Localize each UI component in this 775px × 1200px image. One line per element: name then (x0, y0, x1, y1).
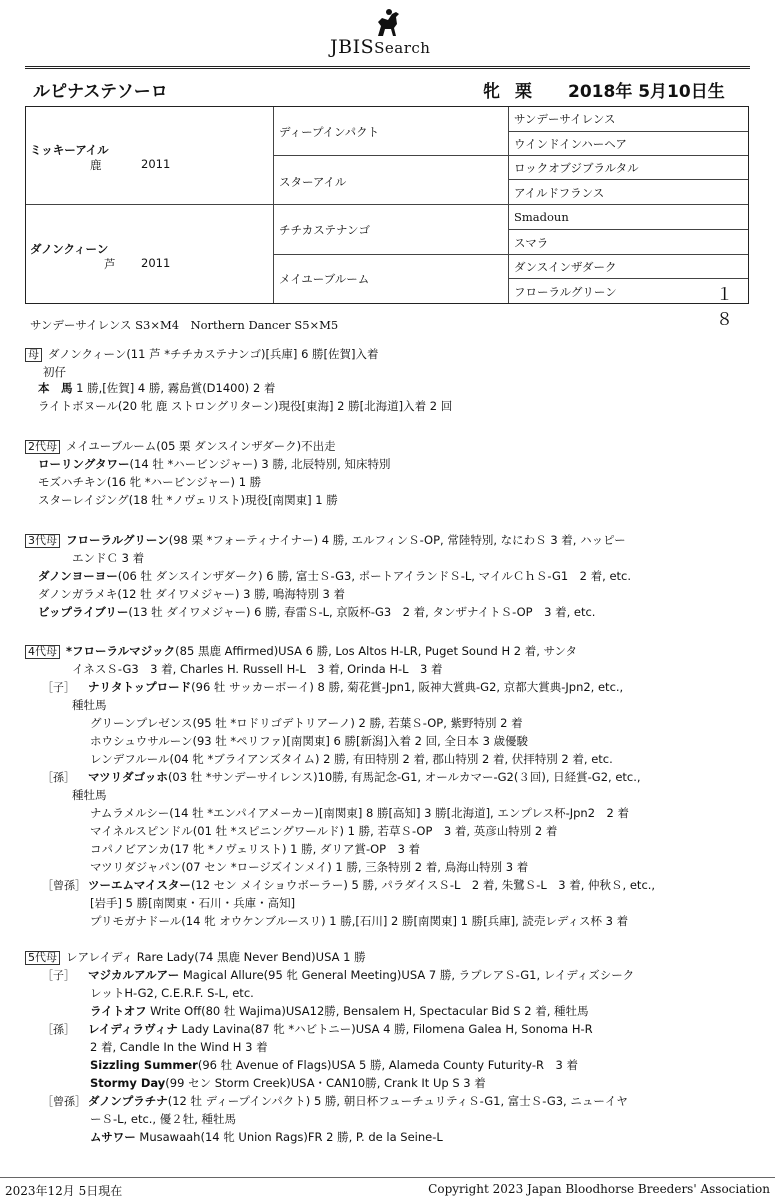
family-line (90, 1112, 236, 1126)
record-text: 2 着, Candle In the Wind H 3 着 (90, 1040, 268, 1054)
family-line (38, 587, 345, 601)
family-line (42, 680, 623, 695)
generation-tag: 5代母 (25, 951, 60, 965)
family-line (42, 878, 655, 893)
horse-link[interactable]: *フローラルマジック (66, 644, 176, 658)
horse-link[interactable]: Sizzling Summer (90, 1058, 198, 1072)
record-text: イネスＳ-G3 3 着, Charles H. Russell H-L 3 着, Orinda H-L 3 着 (72, 662, 443, 676)
record-text: (03 牡 *サンデーサイレンス)10勝, 有馬記念-G1, オールカマー-G2(３回), 日経賞-G2, etc., (167, 770, 641, 784)
record-text: レットH-G2, C.E.R.F. S-L, etc. (90, 986, 254, 1000)
horse-link[interactable]: ナリタトップロード (88, 680, 192, 694)
family-line (72, 698, 107, 712)
horse-link[interactable]: マジカルアルアー (88, 968, 180, 982)
horse-rider-icon (372, 8, 404, 38)
family-line (90, 734, 528, 748)
horse-link[interactable]: ライトオフ (90, 1004, 147, 1018)
record-text: (06 牡 ダンスインザダーク) 6 勝, 富士Ｓ-G3, ポートアイランドＳ-L, マイルＣｈＳ-G1 2 着, etc. (117, 569, 632, 583)
record-text: 1 勝,[佐賀] 4 勝, 霧島賞(D1400) 2 着 (72, 381, 276, 395)
family-line (42, 968, 634, 983)
horse-birth-date: 2018年 5月10日生 (568, 82, 725, 102)
record-text: コパノビアンカ(17 牝 *ノヴェリスト) 1 勝, ダリア賞-OP 3 着 (90, 842, 421, 856)
record-text: 種牡馬 (72, 698, 107, 712)
sire-year: 2011 (141, 157, 171, 171)
horse-link[interactable]: ローリングタワー (38, 457, 130, 471)
generation-tag: ［曾孫］ (42, 1095, 86, 1108)
record-text: Musawaah(14 牝 Union Rags)FR 2 勝, P. de la Seine-L (135, 1130, 443, 1144)
record-text: 初仔 (43, 365, 66, 379)
record-text: Lady Lavina(87 牝 *ハビトニー)USA 4 勝, Filomena Galea H, Sonoma H-R (177, 1022, 593, 1036)
pedigree-gen3-7[interactable]: ダンスインザダーク (514, 260, 617, 274)
pedigree-gen3-8[interactable]: フローラルグリーン (514, 285, 617, 299)
generation-tag: 4代母 (25, 645, 60, 659)
family-line (42, 770, 641, 785)
dam-name[interactable]: ダノンクィーン (30, 242, 109, 256)
dam-coat: 芦 (104, 257, 116, 271)
generation-tag: ［子］ (42, 681, 75, 694)
record-text: (12 牡 ディープインパクト) 5 勝, 朝日杯フューチュリティＳ-G1, 富士Ｓ-G3, ニューイヤ (167, 1094, 628, 1108)
record-text: レンデフルール(04 牝 *ブライアンズタイム) 2 勝, 有田特別 2 着, 郡山特別 2 着, 伏拝特別 2 着, etc. (90, 752, 613, 766)
family-line (90, 806, 629, 820)
family-line (90, 1058, 578, 1072)
record-text: [岩手] 5 勝[南関東・石川・兵庫・高知] (90, 896, 296, 910)
record-text: モズハチキン(16 牝 *ハービンジャー) 1 勝 (38, 475, 262, 489)
record-text: (98 栗 *フォーティナイナー) 4 勝, エルフィンＳ-OP, 常陸特別, なにわＳ 3 着, ハッピー (168, 533, 626, 547)
family-number: １８ (716, 285, 733, 330)
family-line (38, 605, 595, 619)
family-line (90, 1004, 589, 1018)
pedigree-gen3-3[interactable]: ロックオブジブラルタル (514, 161, 639, 175)
family-line (42, 1022, 593, 1037)
record-text: マツリダジャパン(07 セン *ロージズインメイ) 1 勝, 三条特別 2 着, 鳥海山特別 3 着 (90, 860, 529, 874)
family-line (38, 381, 275, 395)
family-line (42, 1094, 628, 1109)
family-line (25, 439, 336, 454)
generation-tag: ［子］ (42, 969, 75, 982)
record-text: マイネルスピンドル(01 牡 *スピニングワールド) 1 勝, 若草Ｓ-OP 3 着, 英彦山特別 2 着 (90, 824, 558, 838)
record-text: プリモガナドール(14 牝 オウケンブルースリ) 1 勝,[石川] 2 勝[南関東] 1 勝[兵庫], 読売レディス杯 3 着 (90, 914, 629, 928)
family-line (72, 551, 144, 565)
generation-tag: 3代母 (25, 534, 60, 548)
generation-tag: ［孫］ (42, 1023, 75, 1036)
record-text: グリーンプレゼンス(95 牡 *ロドリゴデトリアーノ) 2 勝, 若葉Ｓ-OP, 紫野特別 2 着 (90, 716, 523, 730)
family-line (90, 896, 295, 910)
pedigree-gen2-4[interactable]: メイユーブルーム (279, 272, 370, 286)
family-line (90, 860, 528, 874)
sire-name[interactable]: ミッキーアイル (30, 143, 109, 157)
family-line (25, 533, 626, 548)
record-text: (13 牡 ダイワメジャー) 6 勝, 春雷Ｓ-L, 京阪杯-G3 2 着, タンザナイトＳ-OP 3 着, etc. (128, 605, 596, 619)
footer-date: 2023年12月 5日現在 (5, 1184, 123, 1198)
family-line (90, 914, 628, 928)
horse-link[interactable]: マツリダゴッホ (88, 770, 168, 784)
family-line (38, 569, 631, 583)
family-line (90, 716, 523, 730)
inbreeding-note: サンデーサイレンス S3×M4 Northern Dancer S5×M5 (30, 318, 339, 332)
family-line (72, 788, 107, 802)
record-text: ナムラメルシー(14 牡 *エンパイアメーカー)[南関東] 8 勝[高知] 3 勝[北海道], エンプレス杯-Jpn2 2 着 (90, 806, 629, 820)
dam-year: 2011 (141, 256, 171, 270)
horse-link[interactable]: ダノンプラチナ (88, 1094, 168, 1108)
horse-coat: 栗 (515, 82, 532, 102)
horse-link[interactable]: ダノンヨーヨー (38, 569, 118, 583)
family-line (25, 347, 379, 362)
footer-copyright: Copyright 2023 Japan Bloodhorse Breeders' Association (428, 1182, 770, 1196)
record-text: Write Off(80 牡 Wajima)USA12勝, Bensalem H, Spectacular Bid S 2 着, 種牡馬 (146, 1004, 589, 1018)
family-line (90, 842, 420, 856)
family-line (90, 1130, 443, 1144)
pedigree-gen3-4[interactable]: アイルドフランス (514, 186, 605, 200)
horse-link[interactable]: ツーエムマイスター (88, 878, 191, 892)
family-line (90, 986, 254, 1000)
family-line (90, 1040, 268, 1054)
header-rule (25, 66, 750, 67)
family-line (90, 752, 613, 766)
family-line (38, 399, 452, 413)
footer-rule (0, 1177, 775, 1178)
record-text: メイユーブルーム(05 栗 ダンスインザダーク)不出走 (66, 439, 336, 453)
pedigree-gen2-1[interactable]: ディープインパクト (279, 125, 380, 139)
pedigree-gen3-6[interactable]: スマラ (514, 236, 549, 250)
horse-sex: 牝 (483, 82, 500, 102)
generation-tag: ［孫］ (42, 771, 75, 784)
header-rule-2 (25, 68, 750, 69)
generation-tag: ［曾孫］ (42, 879, 86, 892)
horse-link[interactable]: Stormy Day (90, 1076, 166, 1090)
pedigree-gen2-3[interactable]: チチカステナンゴ (279, 223, 370, 237)
logo-text: JBISSearch (330, 36, 431, 58)
horse-link[interactable]: 本 馬 (38, 381, 73, 395)
horse-link[interactable]: フローラルグリーン (66, 533, 169, 547)
record-text: ライトボヌール(20 牝 鹿 ストロングリターン)現役[東海] 2 勝[北海道]入着 2 回 (38, 399, 453, 413)
family-line (25, 644, 577, 659)
record-text: Magical Allure(95 牝 General Meeting)USA 7 勝, ラブレアＳ-G1, レイディズシーク (179, 968, 635, 982)
generation-tag: 2代母 (25, 440, 60, 454)
record-text: (85 黒鹿 Affirmed)USA 6 勝, Los Altos H-LR, Puget Sound H 2 着, サンタ (175, 644, 578, 658)
horse-link[interactable]: ビップライブリー (38, 605, 129, 619)
family-line (38, 475, 261, 489)
record-text: ダノンクィーン(11 芦 *チチカステナンゴ)[兵庫] 6 勝[佐賀]入着 (48, 347, 379, 361)
sire-coat: 鹿 (90, 158, 102, 172)
record-text: レアレイディ Rare Lady(74 黒鹿 Never Bend)USA 1 勝 (66, 950, 366, 964)
record-text: ホウシュウサルーン(93 牡 *ペリファ)[南関東] 6 勝[新潟]入着 2 回, 全日本 3 歳優駿 (90, 734, 529, 748)
record-text: ダノンガラメキ(12 牡 ダイワメジャー) 3 勝, 鳴海特別 3 着 (38, 587, 346, 601)
family-line (25, 950, 366, 965)
family-line (90, 824, 557, 838)
family-line (38, 493, 338, 507)
horse-name: ルピナステソーロ (33, 82, 168, 102)
horse-link[interactable]: ムサワー (90, 1130, 136, 1144)
jbis-logo (330, 8, 470, 58)
family-line (38, 457, 390, 471)
pedigree-gen3-5[interactable]: Smadoun (514, 210, 569, 224)
record-text: ーＳ-L, etc., 優２牡, 種牡馬 (90, 1112, 237, 1126)
family-line (90, 1076, 486, 1090)
pedigree-gen2-2[interactable]: スターアイル (279, 175, 347, 189)
record-text: 種牡馬 (72, 788, 107, 802)
family-line (72, 662, 443, 676)
pedigree-gen3-1[interactable]: サンデーサイレンス (514, 112, 616, 126)
record-text: エンドＣ 3 着 (72, 551, 145, 565)
record-text: スターレイジング(18 牡 *ノヴェリスト)現役[南関東] 1 勝 (38, 493, 338, 507)
horse-link[interactable]: レイディラヴィナ (88, 1022, 178, 1036)
record-text: (99 セン Storm Creek)USA・CAN10勝, Crank It Up S 3 着 (165, 1076, 486, 1090)
record-text: (12 セン メイショウボーラー) 5 勝, パラダイスＳ-L 2 着, 朱鷺Ｓ-L 3 着, 仲秋Ｓ, etc., (190, 878, 656, 892)
record-text: (96 牡 Avenue of Flags)USA 5 勝, Alameda County Futurity-R 3 着 (197, 1058, 578, 1072)
generation-tag: 母 (25, 348, 42, 362)
record-text: (96 牡 サッカーボーイ) 8 勝, 菊花賞-Jpn1, 阪神大賞典-G2, 京都大賞典-Jpn2, etc., (191, 680, 624, 694)
family-line (43, 365, 66, 379)
pedigree-gen3-2[interactable]: ウインドインハーヘア (514, 137, 627, 151)
record-text: (14 牡 *ハービンジャー) 3 勝, 北辰特別, 知床特別 (129, 457, 391, 471)
